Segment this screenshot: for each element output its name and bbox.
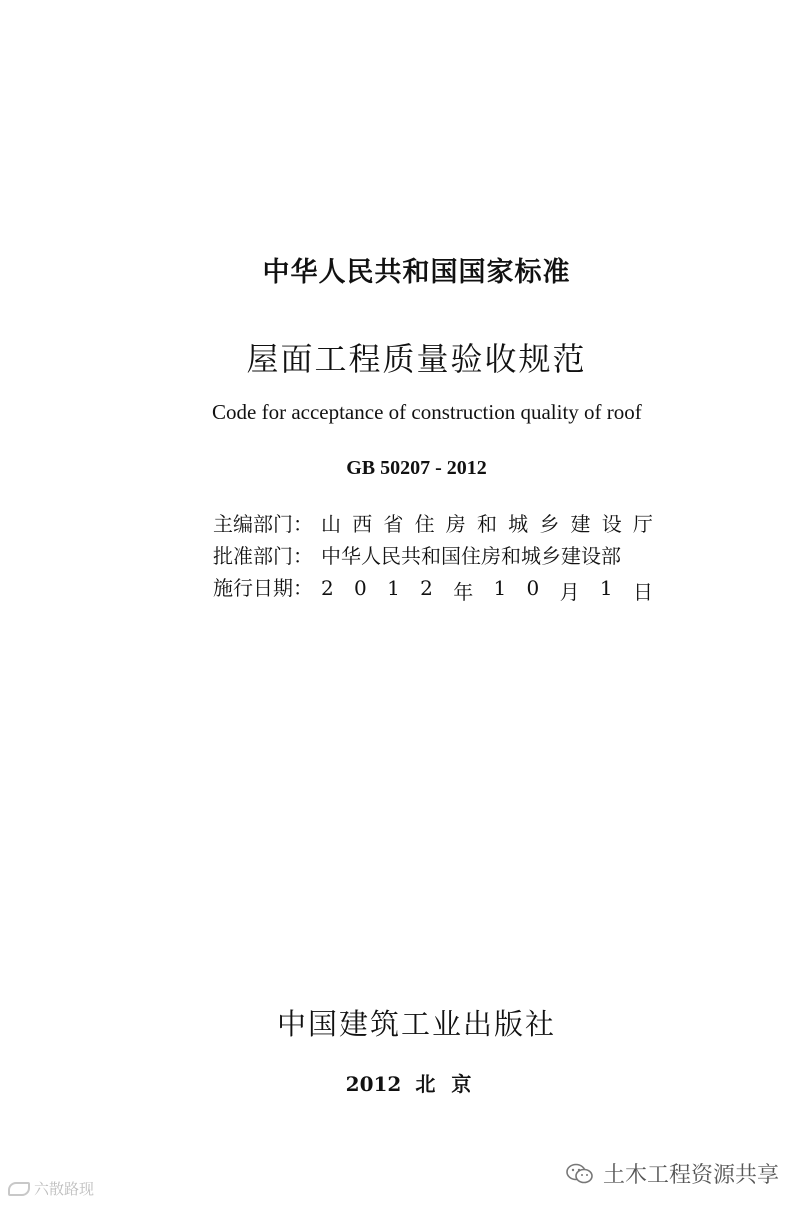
info-value bbox=[321, 576, 653, 605]
info-char: 2 bbox=[321, 576, 334, 600]
publication-year: 2012 bbox=[345, 1072, 402, 1096]
info-char: 0 bbox=[526, 576, 540, 600]
info-value bbox=[321, 508, 653, 537]
info-block bbox=[213, 508, 653, 604]
national-standard-header: 中华人民共和国国家标准 bbox=[262, 257, 571, 288]
info-char: 和 bbox=[476, 512, 497, 536]
info-char: 日 bbox=[632, 580, 653, 604]
document-title-cn: 屋面工程质量验收规范 bbox=[246, 340, 587, 378]
info-char: 山 bbox=[321, 512, 341, 536]
standard-code: GB 50207 - 2012 bbox=[346, 457, 487, 479]
publication-place: 北京 bbox=[415, 1072, 488, 1096]
logo-icon bbox=[8, 1182, 30, 1196]
watermark-left bbox=[8, 1178, 94, 1199]
info-char: 省 bbox=[383, 512, 404, 536]
info-label: 施行日期： bbox=[213, 576, 313, 600]
info-text: 中华人民共和国住房和城乡建设部 bbox=[321, 544, 621, 568]
info-char: 年 bbox=[453, 580, 474, 604]
publication-line bbox=[0, 1068, 803, 1097]
info-row-effective-date bbox=[213, 572, 653, 604]
info-char: 设 bbox=[601, 512, 622, 536]
info-char: 建 bbox=[570, 512, 591, 536]
info-char: 房 bbox=[445, 512, 466, 536]
document-title-en: Code for acceptance of construction quality of roof bbox=[212, 400, 642, 424]
info-label: 批准部门： bbox=[213, 544, 313, 568]
info-label: 主编部门： bbox=[213, 512, 313, 536]
publisher-name: 中国建筑工业出版社 bbox=[276, 1007, 556, 1041]
info-char: 1 bbox=[387, 576, 400, 600]
wechat-icon bbox=[565, 1162, 595, 1186]
watermark-right bbox=[565, 1158, 779, 1189]
info-char: 西 bbox=[352, 512, 373, 536]
watermark-left-text: 六散路现 bbox=[34, 1180, 95, 1198]
info-char: 住 bbox=[414, 512, 435, 536]
info-row-approver bbox=[213, 540, 653, 572]
info-row-editor bbox=[213, 508, 653, 540]
info-char: 2 bbox=[420, 576, 433, 600]
info-char: 厅 bbox=[632, 512, 653, 536]
info-char: 乡 bbox=[539, 512, 560, 536]
info-value bbox=[321, 540, 653, 569]
info-char: 城 bbox=[508, 512, 529, 536]
info-char: 月 bbox=[559, 580, 580, 604]
info-char: 1 bbox=[599, 576, 613, 600]
watermark-right-text: 土木工程资源共享 bbox=[602, 1163, 779, 1188]
info-char: 0 bbox=[354, 576, 367, 600]
info-char: 1 bbox=[493, 576, 507, 600]
